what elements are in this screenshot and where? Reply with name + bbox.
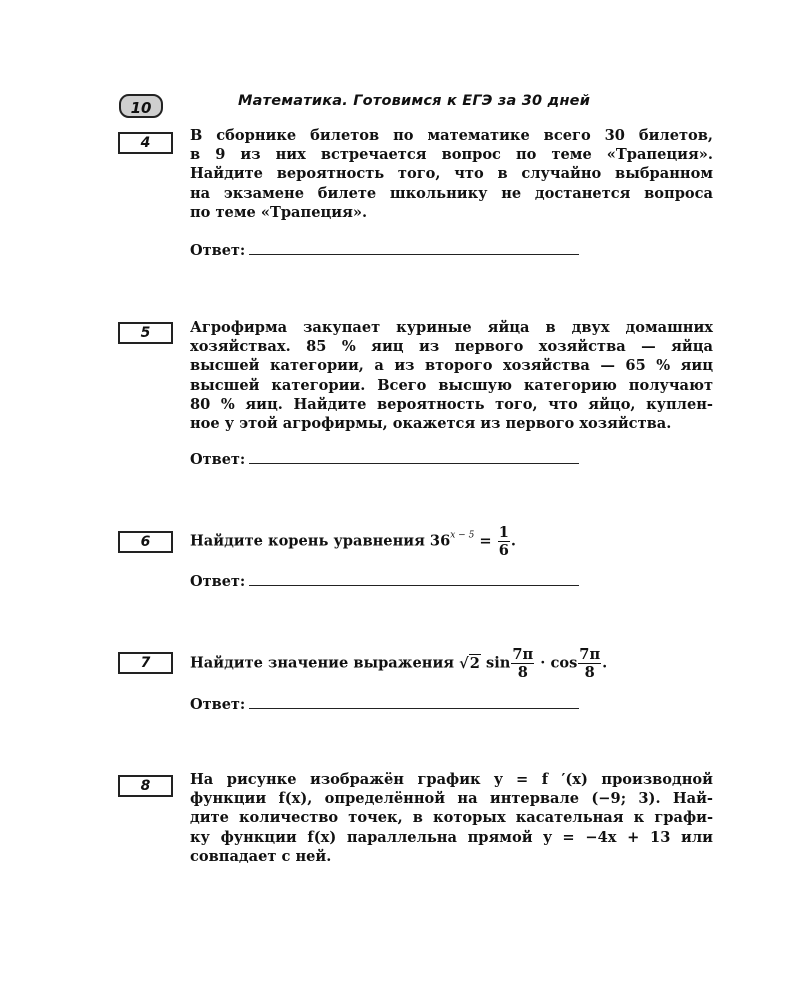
task-4-line: В сборнике билетов по математике всего 30 билетов, — [190, 127, 713, 144]
answer-line — [249, 573, 579, 586]
task-7-fraction-cos — [578, 646, 601, 681]
task-6-prefix: Найдите корень уравнения 36 — [190, 532, 451, 550]
task-6-text — [190, 524, 516, 559]
task-6-answer — [190, 573, 579, 590]
answer-line — [249, 451, 579, 464]
task-7-sin: sin — [485, 654, 511, 672]
task-8-line: дите количество точек, в которых касательная к графи- — [190, 809, 713, 827]
task-number-8: 8 — [118, 775, 173, 797]
task-4-line: в 9 из них встречается вопрос по теме «Трапеция». — [190, 146, 713, 164]
task-7-text — [190, 646, 607, 681]
page-number-badge: 10 — [119, 94, 163, 118]
task-4-text — [190, 126, 713, 222]
task-6-exponent: x − 5 — [450, 530, 475, 541]
task-5-answer — [190, 451, 579, 468]
task-5-text — [190, 318, 713, 433]
task-8-line: функции f(x), определённой на интервале (−9; 3). Най- — [190, 790, 713, 808]
task-7-suffix: . — [602, 654, 608, 672]
sqrt-radicand: 2 — [469, 654, 480, 672]
task-number-7: 7 — [118, 652, 173, 674]
task-8-line: На рисунке изображён график y = f ′(x) производной — [190, 771, 713, 788]
fraction-numerator: 7π — [579, 646, 601, 663]
task-7-answer — [190, 696, 579, 713]
answer-label: Ответ: — [190, 451, 246, 468]
task-4-line: на экзамене билете школьнику не достанется вопроса — [190, 184, 713, 202]
task-7-prefix: Найдите значение выражения — [190, 654, 460, 672]
task-5-line: Агрофирма закупает куриные яйца в двух домашних — [190, 319, 713, 336]
sqrt-expression: √2 — [459, 654, 480, 672]
answer-label: Ответ: — [190, 573, 246, 590]
task-number-4: 4 — [118, 132, 173, 154]
fraction-numerator: 7π — [512, 646, 534, 663]
task-7-cos: cos — [550, 654, 578, 672]
fraction-denominator: 6 — [498, 542, 509, 559]
fraction-numerator: 1 — [498, 524, 509, 541]
task-number-5: 5 — [118, 322, 173, 344]
task-5-line: 80 % яиц. Найдите вероятность того, что яйцо, куплен- — [190, 395, 713, 413]
task-4-answer — [190, 242, 579, 259]
task-number-6: 6 — [118, 531, 173, 553]
task-4-line: по теме «Трапеция». — [190, 203, 368, 221]
task-6-equals: = — [474, 532, 497, 550]
answer-label: Ответ: — [190, 696, 246, 713]
task-7-fraction-sin — [511, 646, 534, 681]
answer-label: Ответ: — [190, 242, 246, 259]
task-7-dot: · — [535, 654, 551, 672]
task-8-line: ку функции f(x) параллельна прямой y = −4x + 13 или — [190, 828, 713, 846]
fraction-denominator: 8 — [517, 664, 528, 681]
task-5-line: хозяйствах. 85 % яиц из первого хозяйства — яйца — [190, 338, 713, 356]
task-6-fraction — [498, 524, 510, 559]
task-5-line: высшей категории, а из второго хозяйства — 65 % яиц — [190, 357, 713, 375]
task-8-line: совпадает с ней. — [190, 847, 332, 865]
task-5-line: высшей категории. Всего высшую категорию получают — [190, 376, 713, 394]
fraction-denominator: 8 — [584, 664, 595, 681]
answer-line — [249, 696, 579, 709]
task-4-line: Найдите вероятность того, что в случайно выбранном — [190, 165, 713, 183]
task-8-text — [190, 770, 713, 866]
task-5-line: ное у этой агрофирмы, окажется из первого хозяйства. — [190, 415, 672, 433]
running-title: Математика. Готовимся к ЕГЭ за 30 дней — [238, 93, 591, 109]
answer-line — [249, 242, 579, 255]
task-6-suffix: . — [510, 532, 516, 550]
